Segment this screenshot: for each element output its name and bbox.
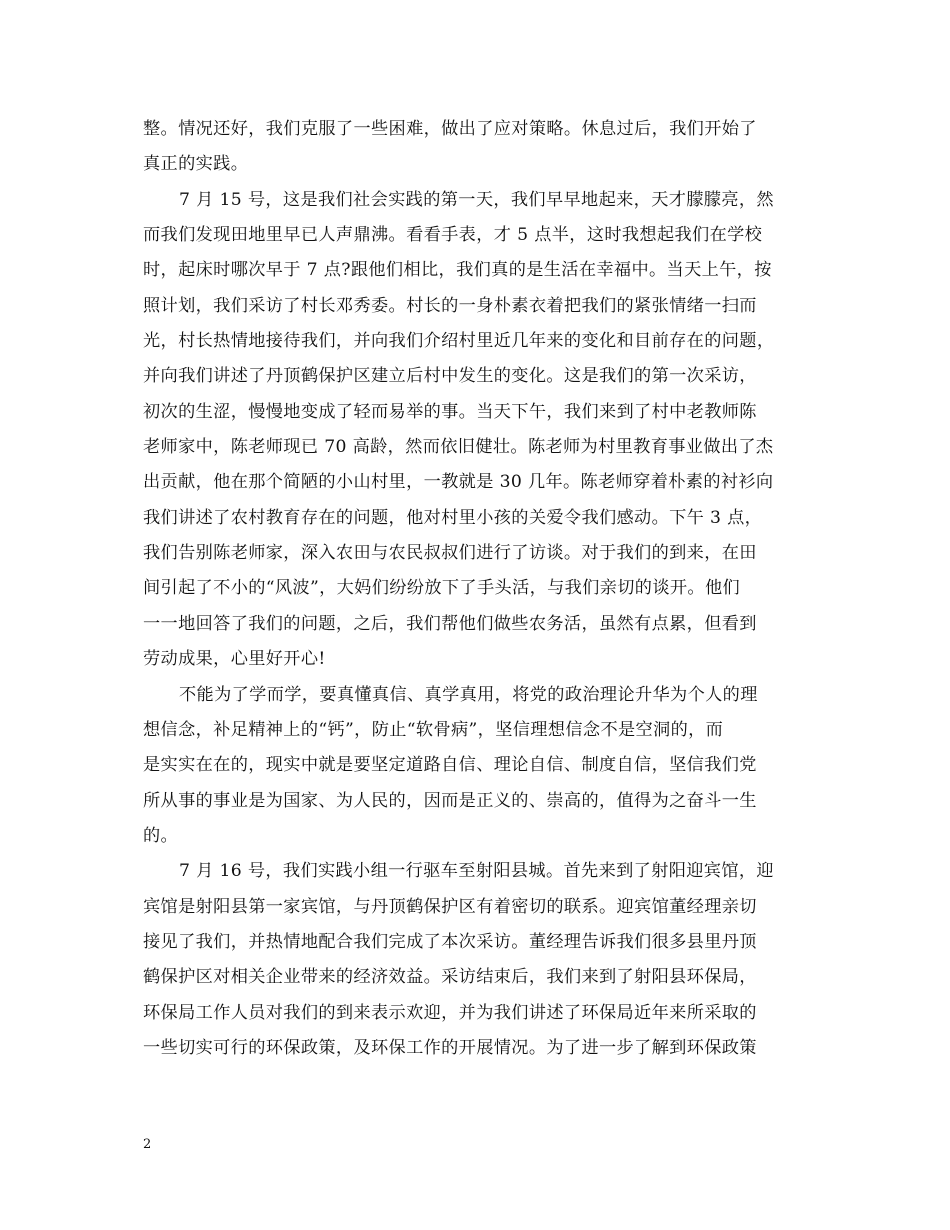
text-line: 真正的实践。 [143, 154, 249, 175]
text-line: 出贡献，他在那个简陋的小山村里，一教就是 30 几年。陈老师穿着朴素的衬衫向 [143, 472, 774, 493]
page-number: 2 [143, 1137, 152, 1152]
text-line: 我们告别陈老师家，深入农田与农民叔叔们进行了访谈。对于我们的到来，在田 [143, 543, 757, 564]
paragraph-start-line: 7 月 15 号，这是我们社会实践的第一天，我们早早地起来，天才朦朦亮，然 [179, 189, 774, 210]
text-line: 鹤保护区对相关企业带来的经济效益。采访结束后，我们来到了射阳县环保局， [143, 967, 757, 988]
text-line: 一一地回答了我们的问题，之后，我们帮他们做些农务活，虽然有点累，但看到 [143, 613, 757, 634]
text-line: 是实实在在的，现实中就是要坚定道路自信、理论自信、制度自信，坚信我们党 [143, 755, 757, 776]
text-line: 环保局工作人员对我们的到来表示欢迎，并为我们讲述了环保局近年来所采取的 [143, 1002, 757, 1023]
text-line: 一些切实可行的环保政策，及环保工作的开展情况。为了进一步了解到环保政策 [143, 1037, 757, 1058]
text-line: 所从事的事业是为国家、为人民的，因而是正义的、崇高的，值得为之奋斗一生 [143, 790, 757, 811]
text-line: 我们讲述了农村教育存在的问题，他对村里小孩的关爱令我们感动。下午 3 点， [143, 507, 763, 528]
text-line: 劳动成果，心里好开心! [143, 649, 326, 670]
text-line: 初次的生涩，慢慢地变成了轻而易举的事。当天下午，我们来到了村中老教师陈 [143, 401, 757, 422]
body-text [143, 112, 823, 1066]
text-line: 并向我们讲述了丹顶鹤保护区建立后村中发生的变化。这是我们的第一次采访， [143, 366, 757, 387]
text-line: 整。情况还好，我们克服了一些困难，做出了应对策略。休息过后，我们开始了 [143, 119, 757, 139]
text-line: 光，村长热情地接待我们，并向我们介绍村里近几年来的变化和目前存在的问题， [143, 331, 775, 352]
text-line: 照计划，我们采访了村长邓秀委。村长的一身朴素衣着把我们的紧张情绪一扫而 [143, 295, 757, 316]
text-line: 老师家中，陈老师现已 70 高龄，然而依旧健壮。陈老师为村里教育事业做出了杰 [143, 437, 774, 458]
text-line: 时，起床时哪次早于 7 点?跟他们相比，我们真的是生活在幸福中。当天上午，按 [143, 260, 772, 281]
text-line: 接见了我们，并热情地配合我们完成了本次采访。董经理告诉我们很多县里丹顶 [143, 931, 757, 952]
text-line: 间引起了不小的“风波”，大妈们纷纷放下了手头活，与我们亲切的谈开。他们 [143, 578, 741, 599]
text-line: 想信念，补足精神上的“钙”，防止“软骨病”，坚信理想信念不是空洞的，而 [143, 719, 724, 740]
text-line: 宾馆是射阳县第一家宾馆，与丹顶鹤保护区有着密切的联系。迎宾馆董经理亲切 [143, 896, 757, 917]
paragraph-start-line: 7 月 16 号，我们实践小组一行驱车至射阳县城。首先来到了射阳迎宾馆，迎 [179, 861, 774, 882]
text-line: 而我们发现田地里早已人声鼎沸。看看手表，才 5 点半，这时我想起我们在学校 [143, 225, 763, 246]
paragraph-start-line: 不能为了学而学，要真懂真信、真学真用，将党的政治理论升华为个人的理 [179, 684, 758, 705]
text-line: 的。 [143, 825, 179, 846]
